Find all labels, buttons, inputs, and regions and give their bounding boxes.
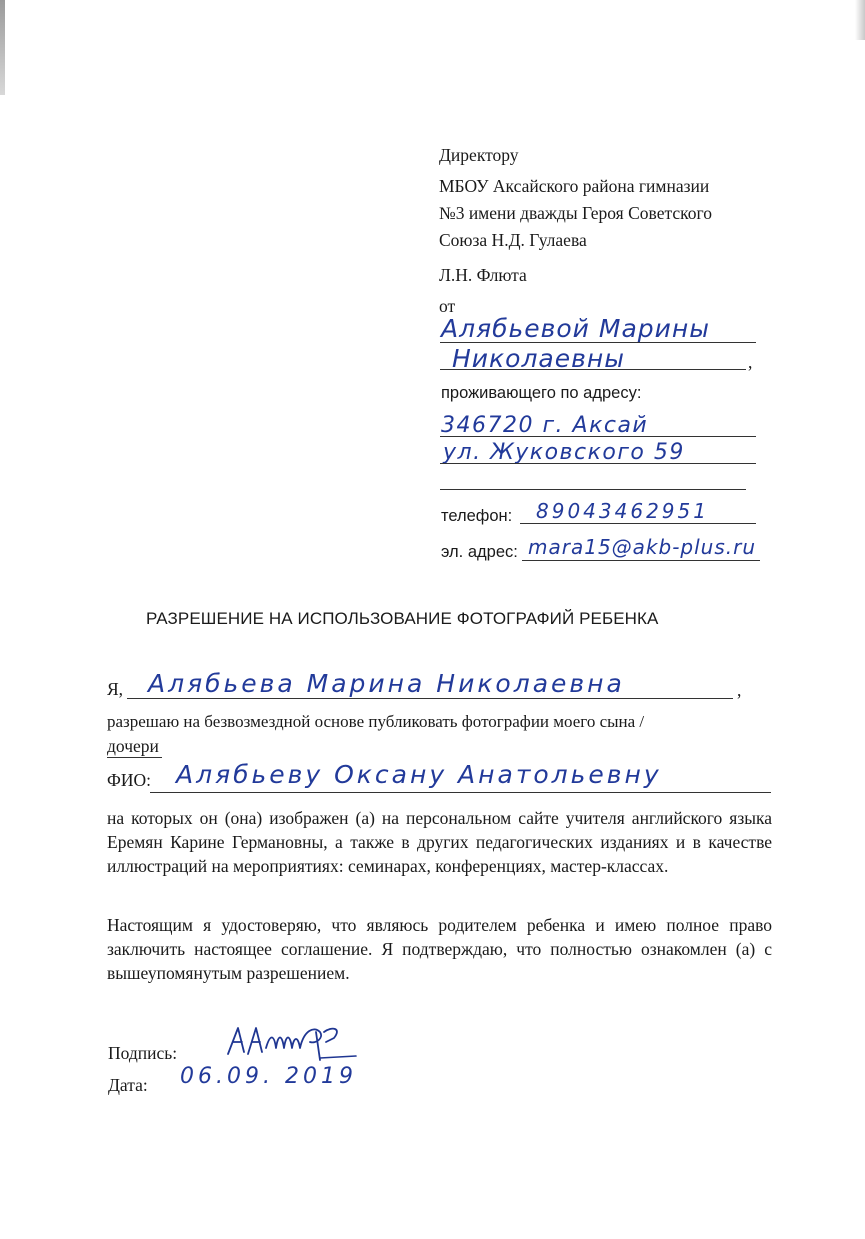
addressee-org-line3: Союза Н.Д. Гулаева	[439, 230, 587, 250]
fio-label: ФИО:	[107, 770, 151, 790]
from-comma: ,	[748, 352, 753, 372]
phone-label: телефон:	[441, 507, 513, 525]
ya-label: Я,	[107, 679, 124, 699]
permission-line: разрешаю на безвозмездной основе публиковать фотографии моего сына /	[107, 712, 645, 731]
addressee-to: Директору	[439, 145, 519, 165]
fill-line	[440, 463, 756, 464]
fill-line	[520, 523, 756, 524]
date-handwritten: 06.09. 2019	[180, 1064, 357, 1089]
address-label: проживающего по адресу:	[441, 384, 642, 402]
address-handwritten-1: 346720 г. Аксай	[441, 413, 649, 438]
fill-line	[127, 698, 733, 699]
fill-line	[522, 560, 760, 561]
email-handwritten: mara15@akb-plus.ru	[528, 535, 757, 559]
scan-mark	[0, 0, 5, 95]
signature-label: Подпись:	[108, 1043, 178, 1063]
email-label: эл. адрес:	[441, 543, 518, 561]
addressee-director: Л.Н. Флюта	[439, 265, 527, 285]
fill-line	[440, 369, 746, 370]
addressee-org-line2: №3 имени дважды Героя Советского	[439, 203, 712, 223]
fill-line	[150, 792, 771, 793]
paragraph-confirmation: Настоящим я удостоверяю, что являюсь родителем ребенка и имею полное право заключить настоящее соглашение. Я подтверждаю, что полностью ознакомлен (а) с вышеупомянутым разрешением.	[107, 915, 772, 983]
daughter-option: дочери	[107, 736, 159, 756]
fill-line	[440, 489, 746, 490]
daughter-underline	[107, 757, 162, 758]
phone-handwritten: 89043462951	[536, 499, 709, 523]
paragraph-usage: на которых он (она) изображен (а) на персональном сайте учителя английского языка Еремян Карине Германовны, а также в других педагогических изданиях и в качестве иллюстраций на мероприятиях: семинарах, конференциях, мастер-классах.	[107, 808, 772, 876]
from-name-handwritten-1: Алябьевой Марины	[441, 314, 710, 343]
document-title: РАЗРЕШЕНИЕ НА ИСПОЛЬЗОВАНИЕ ФОТОГРАФИЙ РЕБЕНКА	[146, 609, 659, 628]
ya-name-handwritten: Алябьева Марина Николаевна	[148, 669, 625, 698]
addressee-org-line1: МБОУ Аксайского района гимназии	[439, 176, 710, 196]
fill-line	[440, 342, 756, 343]
from-name-handwritten-2: Николаевны	[452, 344, 625, 373]
fill-line	[440, 436, 756, 437]
ya-comma: ,	[737, 680, 742, 700]
scan-mark	[855, 0, 865, 40]
date-label: Дата:	[108, 1075, 148, 1095]
from-label: от	[439, 296, 456, 316]
address-handwritten-2: ул. Жуковского 59	[443, 440, 685, 465]
fio-handwritten: Алябьеву Оксану Анатольевну	[176, 760, 662, 789]
